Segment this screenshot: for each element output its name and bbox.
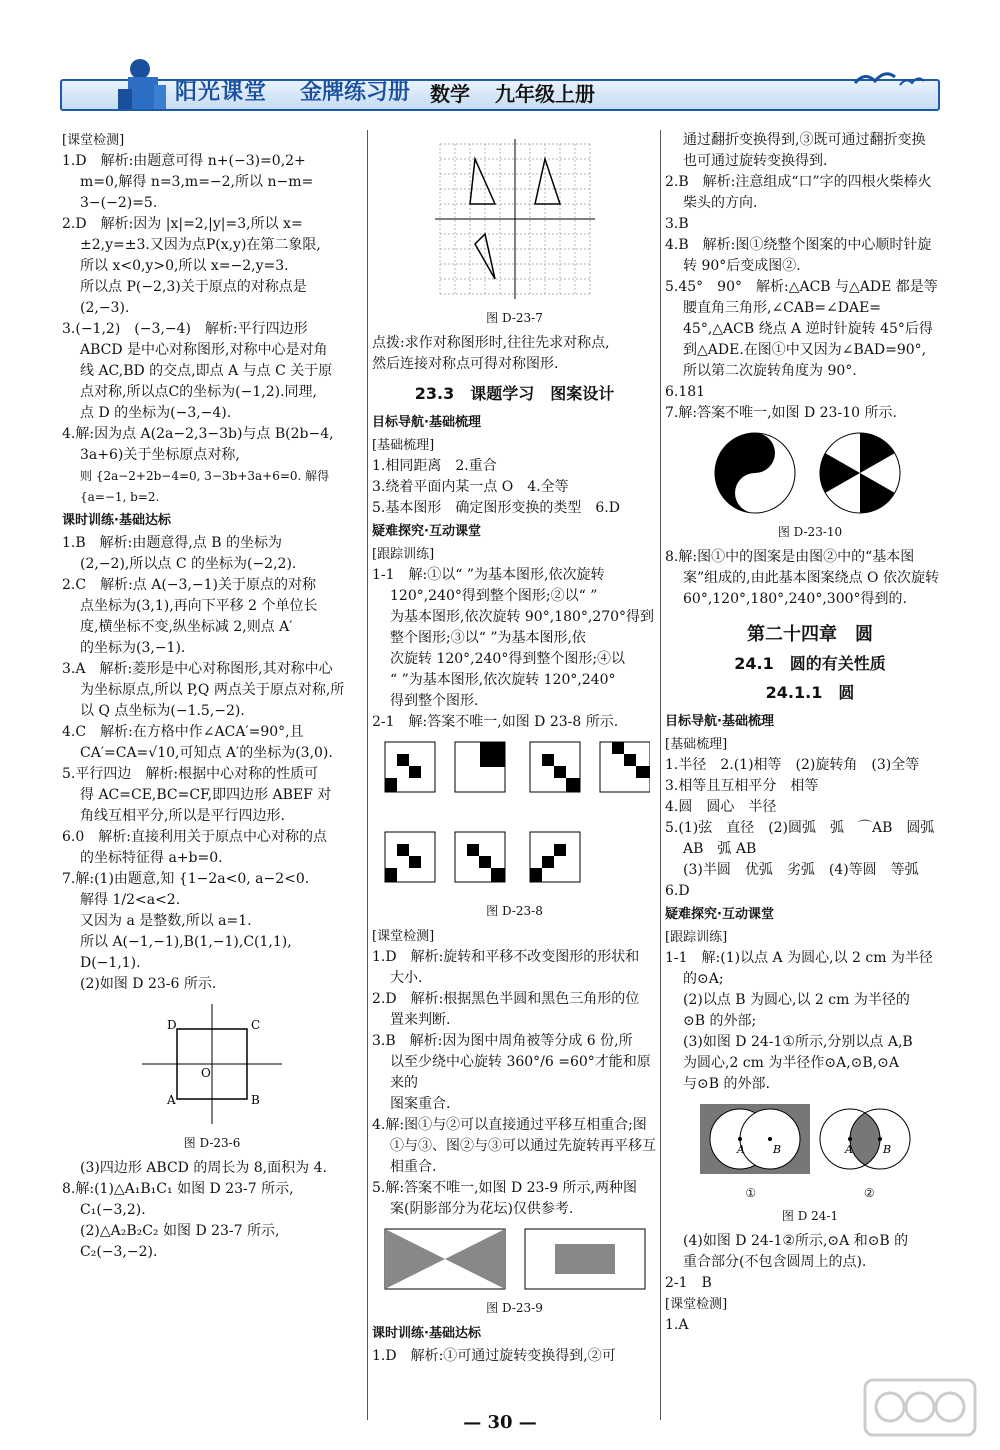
svg-text:A: A xyxy=(737,1143,745,1156)
text-line: 6.0 解析:直接利用关于原点中心对称的点 xyxy=(62,829,327,845)
svg-text:B: B xyxy=(251,1093,260,1107)
text-line: 为坐标原点,所以 P,Q 两点关于原点对称,所 xyxy=(80,682,345,698)
text-line: 图案重合. xyxy=(390,1096,451,1112)
text-line: 则 {2a−2+2b−4=0, 3−3b+3a+6=0. 解得 {a=−1, b=2. xyxy=(80,469,330,504)
circle-patterns-figure xyxy=(710,428,910,518)
text-line: (2,−3). xyxy=(80,300,130,316)
logo-icon xyxy=(110,55,180,111)
text-line: “ ”为基本图形,依次旋转 120°,240° xyxy=(390,672,616,688)
text-line: m=0,解得 n=3,m=−2,所以 n−m= xyxy=(80,174,314,190)
text-line: 3a+6)关于坐标原点对称, xyxy=(80,447,240,463)
text-line: 1-1 解:(1)以点 A 为圆心,以 2 cm 为半径 xyxy=(665,950,933,966)
text-line: 也可通过旋转变换得到. xyxy=(683,153,828,169)
svg-text:D: D xyxy=(167,1018,177,1032)
text-line: 度,横坐标不变,纵坐标减 2,则点 A′ xyxy=(80,619,293,635)
square-figure xyxy=(137,999,287,1129)
text-line: 腰直角三角形,∠CAB=∠DAE= xyxy=(683,300,882,316)
text-line: 2-1 解:答案不唯一,如图 D 23-8 所示. xyxy=(372,714,619,730)
text-line: 又因为 a 是整数,所以 a=1. xyxy=(80,913,252,929)
text-line: 置来判断. xyxy=(390,1012,451,1028)
text-line: 1.B 解析:由题意得,点 B 的坐标为 xyxy=(62,535,283,551)
subject-label: 数学 xyxy=(430,82,470,106)
watermark-logo-icon xyxy=(860,1375,980,1440)
text-line: 2.D 解析:根据黑色半圆和黑色三角形的位 xyxy=(372,991,640,1007)
section-heading: 课时训练·基础达标 xyxy=(372,1326,481,1341)
text-line: 线 AC,BD 的交点,即点 A 与点 C 关于原 xyxy=(80,363,333,379)
text-line: 8.解:图①中的图案是由图②中的“基本图 xyxy=(665,549,915,565)
page-number: — 30 — xyxy=(463,1412,537,1433)
figure-caption: 图 D-23-8 xyxy=(486,904,543,918)
text-line: 3.B xyxy=(665,216,689,232)
column-divider xyxy=(367,130,368,1420)
text-line: 的坐标为(3,−1). xyxy=(80,640,186,656)
text-line: 4.B 解析:图①绕整个图案的中心顺时针旋 xyxy=(665,237,932,253)
text-line: 与⊙B 的外部. xyxy=(683,1076,770,1092)
text-line: (2,−2),所以点 C 的坐标为(−2,2). xyxy=(80,556,297,572)
page-header xyxy=(60,55,940,115)
svg-text:B: B xyxy=(883,1143,892,1156)
column-right xyxy=(665,130,955,1336)
text-line: 3.A 解析:菱形是中心对称图形,其对称中心 xyxy=(62,661,333,677)
text-line: 次旋转 120°,240°得到整个图形;④以 xyxy=(390,651,626,667)
text-line: 3.B 解析:因为图中周角被等分成 6 份,所 xyxy=(372,1033,633,1049)
text-line: 点坐标为(3,1),再向下平移 2 个单位长 xyxy=(80,598,318,614)
text-line: 6.181 xyxy=(665,384,706,400)
text-line: 得 AC=CE,BC=CF,即四边形 ABEF 对 xyxy=(80,787,332,803)
sub-label-2: ② xyxy=(863,1186,875,1200)
section-label: [跟踪训练] xyxy=(665,930,728,945)
text-line: 为基本图形,依次旋转 90°,180°,270°得到 xyxy=(390,609,655,625)
lesson-title: 23.3 课题学习 图案设计 xyxy=(414,384,615,403)
text-line: ±2,y=±3.又因为点P(x,y)在第二象限, xyxy=(80,237,321,253)
text-line: 1.半径 2.(1)相等 (2)旋转角 (3)全等 xyxy=(665,757,920,773)
text-line: 的⊙A; xyxy=(683,971,724,987)
sub-label-1: ① xyxy=(745,1186,757,1200)
text-line: 1.相同距离 2.重合 xyxy=(372,458,497,474)
svg-text:C: C xyxy=(251,1018,261,1032)
text-line: 5.基本图形 确定图形变换的类型 6.D xyxy=(372,500,620,516)
text-line: 120°,240°得到整个图形;②以“ ” xyxy=(390,588,598,604)
grid-figure xyxy=(430,134,600,304)
text-line: 然后连接对称点可得对称图形. xyxy=(372,356,559,372)
text-line: (2)如图 D 23-6 所示. xyxy=(80,976,217,992)
text-line: (2)以点 B 为圆心,以 2 cm 为半径的 xyxy=(683,992,910,1008)
text-line: ABCD 是中心对称图形,对称中心是对角 xyxy=(80,342,328,358)
brand-subtitle: 金牌练习册 xyxy=(300,80,411,105)
text-line: 4.解:因为点 A(2a−2,3−3b)与点 B(2b−4, xyxy=(62,426,334,442)
column-left xyxy=(62,130,362,1263)
pattern-grids-figure xyxy=(380,737,650,897)
text-line: 1.A xyxy=(665,1317,689,1333)
column-divider xyxy=(660,130,661,1420)
text-line: 整个图形;③以“ ”为基本图形,依 xyxy=(390,630,586,646)
section-title: 24.1 圆的有关性质 xyxy=(734,654,886,673)
section-heading: 目标导航·基础梳理 xyxy=(372,415,481,430)
text-line: 1.D 解析:旋转和平移不改变图形的形状和 xyxy=(372,949,640,965)
text-line: C₁(−3,2). xyxy=(80,1202,146,1218)
figure-caption: 图 D-23-10 xyxy=(777,525,843,539)
text-line: 点 D 的坐标为(−3,−4). xyxy=(80,405,232,421)
birds-icon xyxy=(850,63,930,93)
text-line: 柴头的方向. xyxy=(683,195,758,211)
text-line: 所以 A(−1,−1),B(1,−1),C(1,1), xyxy=(80,934,292,950)
text-line: 案(阴影部分为花坛)仅供参考. xyxy=(390,1201,574,1217)
text-line: 为圆心,2 cm 为半径作⊙A,⊙B,⊙A xyxy=(683,1055,899,1071)
text-line: (2)△A₂B₂C₂ 如图 D 23-7 所示, xyxy=(80,1223,280,1239)
svg-text:B: B xyxy=(773,1143,782,1156)
text-line: 3−(−2)=5. xyxy=(80,195,158,211)
text-line: 7.解:答案不唯一,如图 D 23-10 所示. xyxy=(665,405,897,421)
garden-pattern-figure xyxy=(380,1224,650,1294)
text-line: 1.D 解析:①可通过旋转变换得到,②可 xyxy=(372,1348,616,1364)
text-line: 点拨:求作对称图形时,往往先求对称点, xyxy=(372,335,610,351)
text-line: 以 Q 点坐标为(−1.5,−2). xyxy=(80,703,245,719)
section-heading: 课时训练·基础达标 xyxy=(62,513,171,528)
section-label: [课堂检测] xyxy=(62,133,125,148)
text-line: 1-1 解:①以“ ”为基本图形,依次旋转 xyxy=(372,567,605,583)
text-line: ①与③、图②与③可以通过先旋转再平移互 xyxy=(390,1138,656,1154)
text-line: 5.解:答案不唯一,如图 D 23-9 所示,两种图 xyxy=(372,1180,638,1196)
text-line: 角线互相平分,所以是平行四边形. xyxy=(80,808,285,824)
text-line: 2.B 解析:注意组成“口”字的四根火柴棒火 xyxy=(665,174,932,190)
section-heading: 疑难探究·互动课堂 xyxy=(372,524,481,539)
brand-title: 阳光课堂 xyxy=(175,80,268,105)
text-line: 2.D 解析:因为 |x|=2,|y|=3,所以 x= xyxy=(62,216,303,232)
text-line: 1.D 解析:由题意可得 n+(−3)=0,2+ xyxy=(62,153,306,169)
text-line: 点对称,所以点C的坐标为(−1,2).同理, xyxy=(80,384,317,400)
text-line: 7.解:(1)由题意,知 {1−2a<0, a−2<0. xyxy=(62,871,310,887)
text-line: 3.绕着平面内某一点 O 4.全等 xyxy=(372,479,569,495)
text-line: (3)如图 D 24-1①所示,分别以点 A,B xyxy=(683,1034,913,1050)
svg-text:A: A xyxy=(167,1093,176,1107)
circles-ab-figure xyxy=(695,1099,925,1179)
text-line: ⊙B 的外部; xyxy=(683,1013,757,1029)
text-line: 重合部分(不包含圆周上的点). xyxy=(683,1254,867,1270)
text-line: 所以点 P(−2,3)关于原点的对称点是 xyxy=(80,279,307,295)
text-line: 以至少绕中心旋转 360°/6 =60°才能和原来的 xyxy=(390,1054,651,1091)
figure-caption: 图 D-23-6 xyxy=(183,1136,241,1150)
text-line: 2-1 B xyxy=(665,1275,712,1291)
text-line: (4)如图 D 24-1②所示,⊙A 和⊙B 的 xyxy=(683,1233,909,1249)
text-line: 5.(1)弦 直径 (2)圆弧 弧 ⌒AB 圆弧 xyxy=(665,820,935,836)
text-line: 通过翻折变换得到,③既可通过翻折变换 xyxy=(683,132,926,148)
text-line: 2.C 解析:点 A(−3,−1)关于原点的对称 xyxy=(62,577,316,593)
text-line: 5.45° 90° 解析:△ACB 与△ADE 都是等 xyxy=(665,279,938,295)
text-line: 3.相等且互相平分 相等 xyxy=(665,778,819,794)
section-label: [基础梳理] xyxy=(372,438,435,453)
section-label: [课堂检测] xyxy=(372,929,435,944)
text-line: 4.解:图①与②可以直接通过平移互相重合;图 xyxy=(372,1117,647,1133)
chapter-title: 第二十四章 圆 xyxy=(747,624,873,645)
text-line: 所以第二次旋转角度为 90°. xyxy=(683,363,857,379)
text-line: C₂(−3,−2). xyxy=(80,1244,158,1260)
text-line: AB 弧 AB xyxy=(683,841,757,857)
section-label: [课堂检测] xyxy=(665,1297,728,1312)
text-line: 案”组成的,由此基本图案绕点 O 依次旋转 xyxy=(683,570,939,586)
section-label: [跟踪训练] xyxy=(372,547,435,562)
text-line: 5.平行四边 解析:根据中心对称的性质可 xyxy=(62,766,319,782)
text-line: 大小. xyxy=(390,970,423,986)
text-line: 60°,120°,180°,240°,300°得到的. xyxy=(683,591,907,607)
svg-text:A: A xyxy=(845,1143,853,1156)
text-line: 得到整个图形. xyxy=(390,693,479,709)
section-heading: 疑难探究·互动课堂 xyxy=(665,907,774,922)
text-line: 解得 1/2<a<2. xyxy=(80,892,181,908)
text-line: CA′=CA=√10,可知点 A′的坐标为(3,0). xyxy=(80,745,333,761)
section-label: [基础梳理] xyxy=(665,737,728,752)
svg-text:O: O xyxy=(201,1066,211,1080)
figure-caption: 图 D 24-1 xyxy=(781,1209,839,1223)
text-line: 到△ADE.在图①中又因为∠BAD=90°, xyxy=(683,342,927,358)
text-line: 相重合. xyxy=(390,1159,437,1175)
text-line: 所以 x<0,y>0,所以 x=−2,y=3. xyxy=(80,258,289,274)
grade-label: 九年级上册 xyxy=(495,82,595,106)
figure-caption: 图 D-23-7 xyxy=(486,311,543,325)
subsection-title: 24.1.1 圆 xyxy=(765,683,855,702)
text-line: 的坐标特征得 a+b=0. xyxy=(80,850,223,866)
text-line: D(−1,1). xyxy=(80,955,141,971)
text-line: (3)四边形 ABCD 的周长为 8,面积为 4. xyxy=(80,1160,327,1176)
column-middle xyxy=(372,130,657,1367)
text-line: 45°,△ACB 绕点 A 逆时针旋转 45°后得 xyxy=(683,321,933,337)
section-heading: 目标导航·基础梳理 xyxy=(665,714,774,729)
figure-caption: 图 D-23-9 xyxy=(486,1301,543,1315)
text-line: (3)半圆 优弧 劣弧 (4)等圆 等弧 xyxy=(683,862,919,878)
text-line: 4.圆 圆心 半径 xyxy=(665,799,777,815)
text-line: 3.(−1,2) (−3,−4) 解析:平行四边形 xyxy=(62,321,308,337)
figure-sub-labels xyxy=(665,1183,955,1204)
text-line: 6.D xyxy=(665,883,690,899)
text-line: 4.C 解析:在方格中作∠ACA′=90°,且 xyxy=(62,724,304,740)
text-line: 8.解:(1)△A₁B₁C₁ 如图 D 23-7 所示, xyxy=(62,1181,294,1197)
text-line: 转 90°后变成图②. xyxy=(683,258,801,274)
